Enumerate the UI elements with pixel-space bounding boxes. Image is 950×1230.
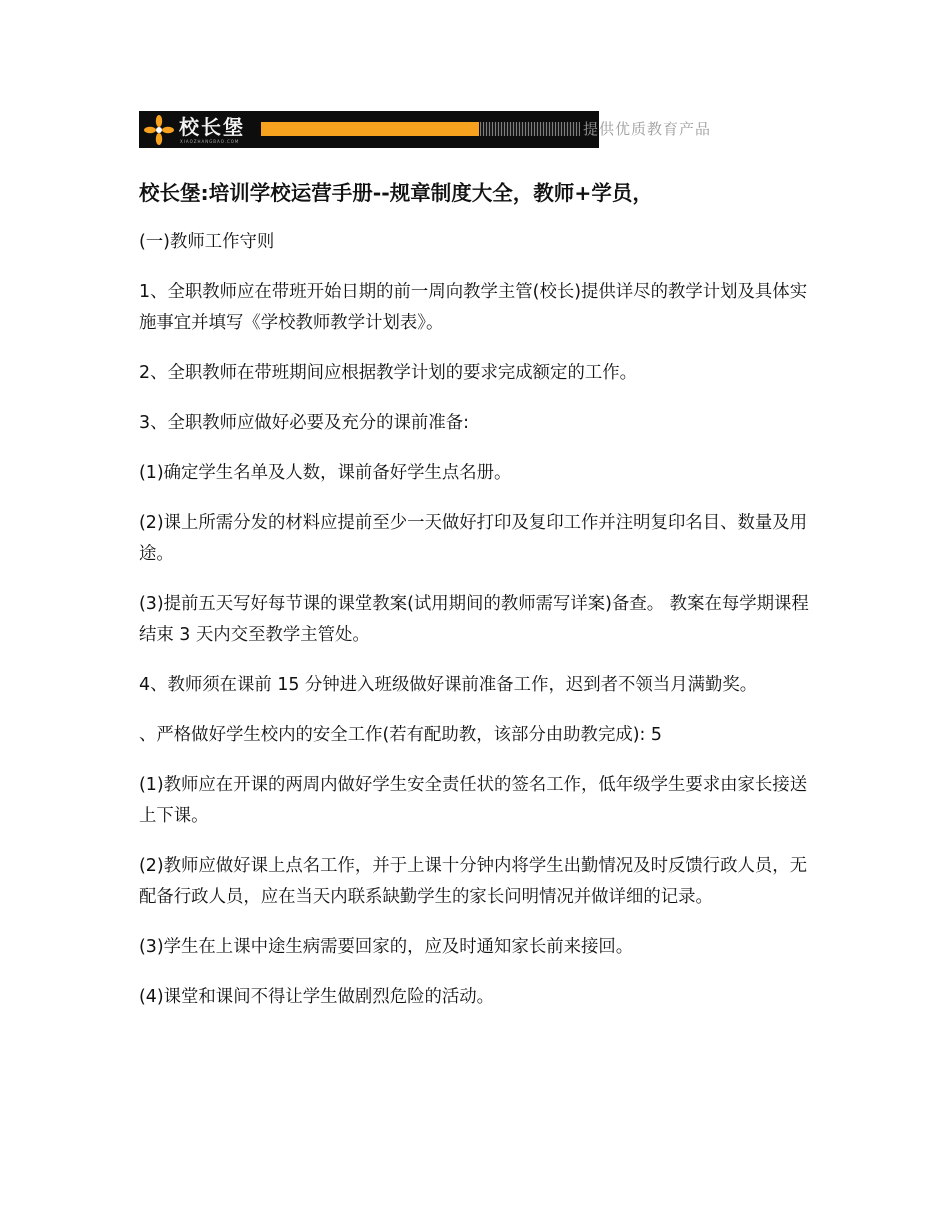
- brand-name: 校长堡: [179, 115, 245, 139]
- banner-stripes: [480, 122, 580, 136]
- banner-slogan: 提供优质教育产品: [583, 120, 712, 138]
- paragraph: 4、教师须在课前 15 分钟进入班级做好课前准备工作，迟到者不领当月满勤奖。: [139, 675, 758, 695]
- paragraph: 3、全职教师应做好必要及充分的课前准备:: [139, 413, 469, 433]
- paragraph: (1)教师应在开课的两周内做好学生安全责任状的签名工作，低年级学生要求由家长接送上下课。: [139, 775, 808, 826]
- paragraph: (3)学生在上课中途生病需要回家的，应及时通知家长前来接回。: [139, 937, 634, 957]
- paragraph: (2)教师应做好课上点名工作，并于上课十分钟内将学生出勤情况及时反馈行政人员，无配备行政人员，应在当天内联系缺勤学生的家长问明情况并做详细的记录。: [139, 856, 808, 907]
- paragraph: 1、全职教师应在带班开始日期的前一周向教学主管(校长)提供详尽的教学计划及具体实施事宜并填写《学校教师教学计划表》。: [139, 282, 808, 333]
- document-title: 校长堡:培训学校运营手册--规章制度大全，教师+学员，: [139, 181, 653, 205]
- banner-orange-bar: [261, 122, 479, 136]
- document-body: [139, 227, 811, 1032]
- paragraph: 2、全职教师在带班期间应根据教学计划的要求完成额定的工作。: [139, 363, 638, 383]
- paragraph: (2)课上所需分发的材料应提前至少一天做好打印及复印工作并注明复印名目、数量及用途。: [139, 513, 808, 564]
- brand-banner: [139, 111, 712, 148]
- paragraph: (4)课堂和课间不得让学生做剧烈危险的活动。: [139, 987, 495, 1007]
- paragraph: (1)确定学生名单及人数，课前备好学生点名册。: [139, 463, 512, 483]
- paragraph: 、严格做好学生校内的安全工作(若有配助教，该部分由助教完成): 5: [139, 725, 662, 745]
- paragraph: (3)提前五天写好每节课的课堂教案(试用期间的教师需写详案)备查。 教案在每学期课程结束 3 天内交至教学主管处。: [139, 594, 809, 645]
- section-heading: (一)教师工作守则: [139, 232, 275, 252]
- brand-subtext: XIAOZHANGBAO.COM: [180, 139, 240, 144]
- flower-logo-icon: [143, 114, 175, 146]
